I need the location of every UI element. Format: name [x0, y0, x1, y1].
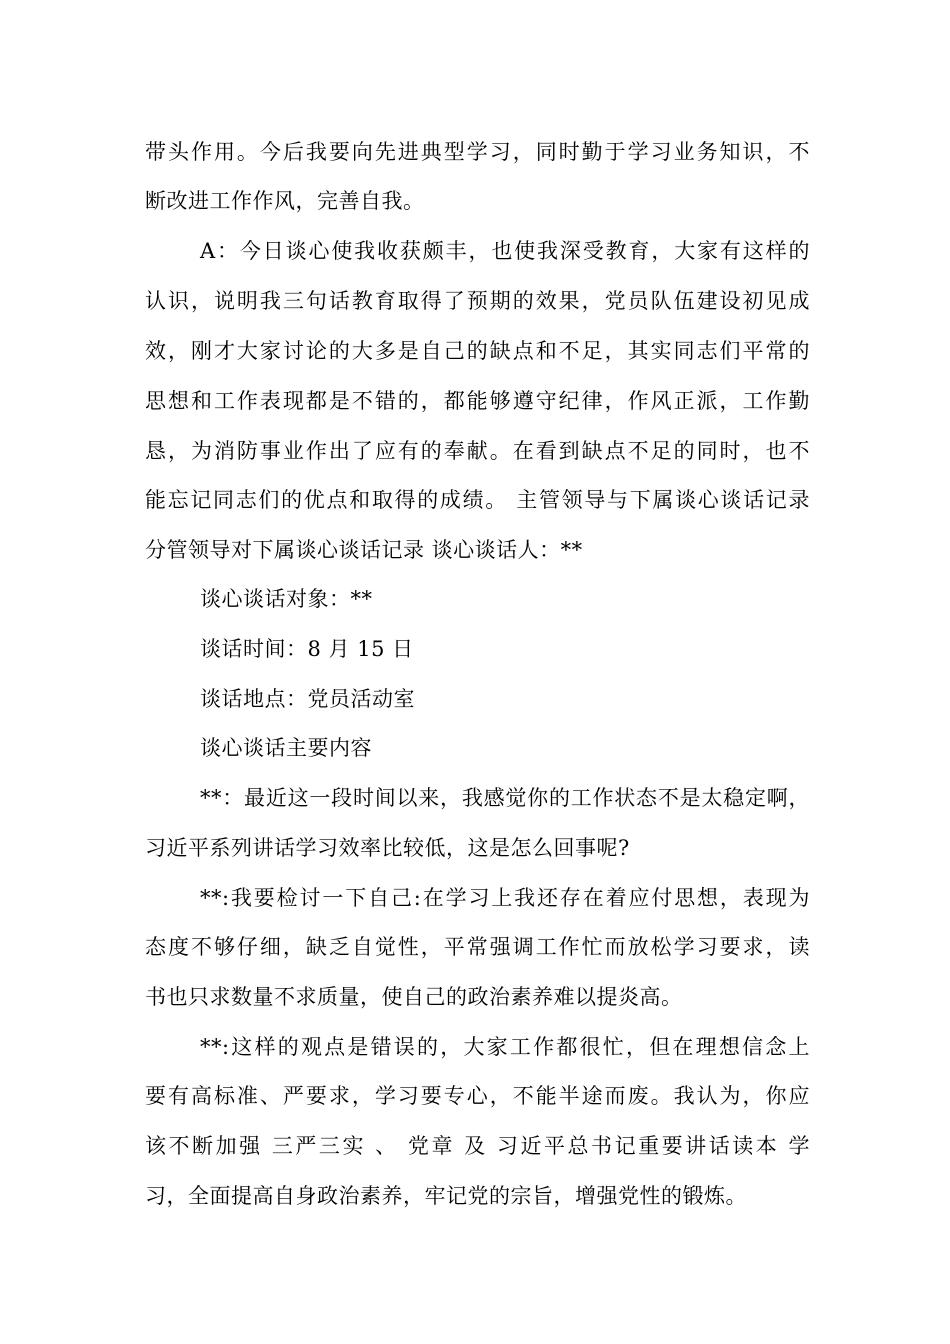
- text-line: **:我要检讨一下自己:在学习上我还存在着应付思想，表现为: [200, 886, 810, 910]
- text-line: 态度不够仔细，缺乏自觉性，平常强调工作忙而放松学习要求，读: [145, 935, 810, 959]
- text-line: 书也只求数量不求质量，使自己的政治素养难以提炎高。: [145, 985, 683, 1009]
- text-line: 思想和工作表现都是不错的，都能够遵守纪律，作风正派，工作勤: [145, 389, 810, 413]
- text-line: 带头作用。今后我要向先进典型学习，同时勤于学习业务知识，不: [145, 140, 810, 164]
- text-line: 谈心谈话主要内容: [200, 736, 372, 760]
- text-line: 恳，为消防事业作出了应有的奉献。在看到缺点不足的同时，也不: [145, 439, 810, 463]
- text-line: 认识，说明我三句话教育取得了预期的效果，党员队伍建设初见成: [145, 289, 810, 313]
- text-line: 要有高标准、严要求，学习要专心，不能半途而废。我认为，你应: [145, 1084, 810, 1108]
- text-line: A：今日谈心使我收获颇丰，也使我深受教育，大家有这样的: [200, 239, 810, 263]
- text-line: **：最近这一段时间以来，我感觉你的工作状态不是太稳定啊，: [200, 786, 810, 810]
- text-line: 谈心谈话对象：**: [200, 587, 373, 611]
- text-line: 能忘记同志们的优点和取得的成绩。 主管领导与下属谈心谈话记录: [145, 488, 810, 512]
- text-line: 效，刚才大家讨论的大多是自己的缺点和不足，其实同志们平常的: [145, 339, 810, 363]
- text-line: 习近平系列讲话学习效率比较低，这是怎么回事呢?: [145, 836, 630, 860]
- text-line: **:这样的观点是错误的，大家工作都很忙，但在理想信念上: [200, 1035, 810, 1059]
- text-line: 断改进工作作风，完善自我。: [145, 189, 425, 213]
- text-line: 谈话地点：党员活动室: [200, 687, 415, 711]
- text-line: 习，全面提高自身政治素养，牢记党的宗旨，增强党性的锻炼。: [145, 1184, 747, 1208]
- text-line: 该不断加强 三严三实 、 党章 及 习近平总书记重要讲话读本 学: [145, 1134, 810, 1158]
- text-line: 谈话时间：8 月 15 日: [200, 637, 414, 661]
- text-line: 分管领导对下属谈心谈话记录 谈心谈话人：**: [145, 538, 583, 562]
